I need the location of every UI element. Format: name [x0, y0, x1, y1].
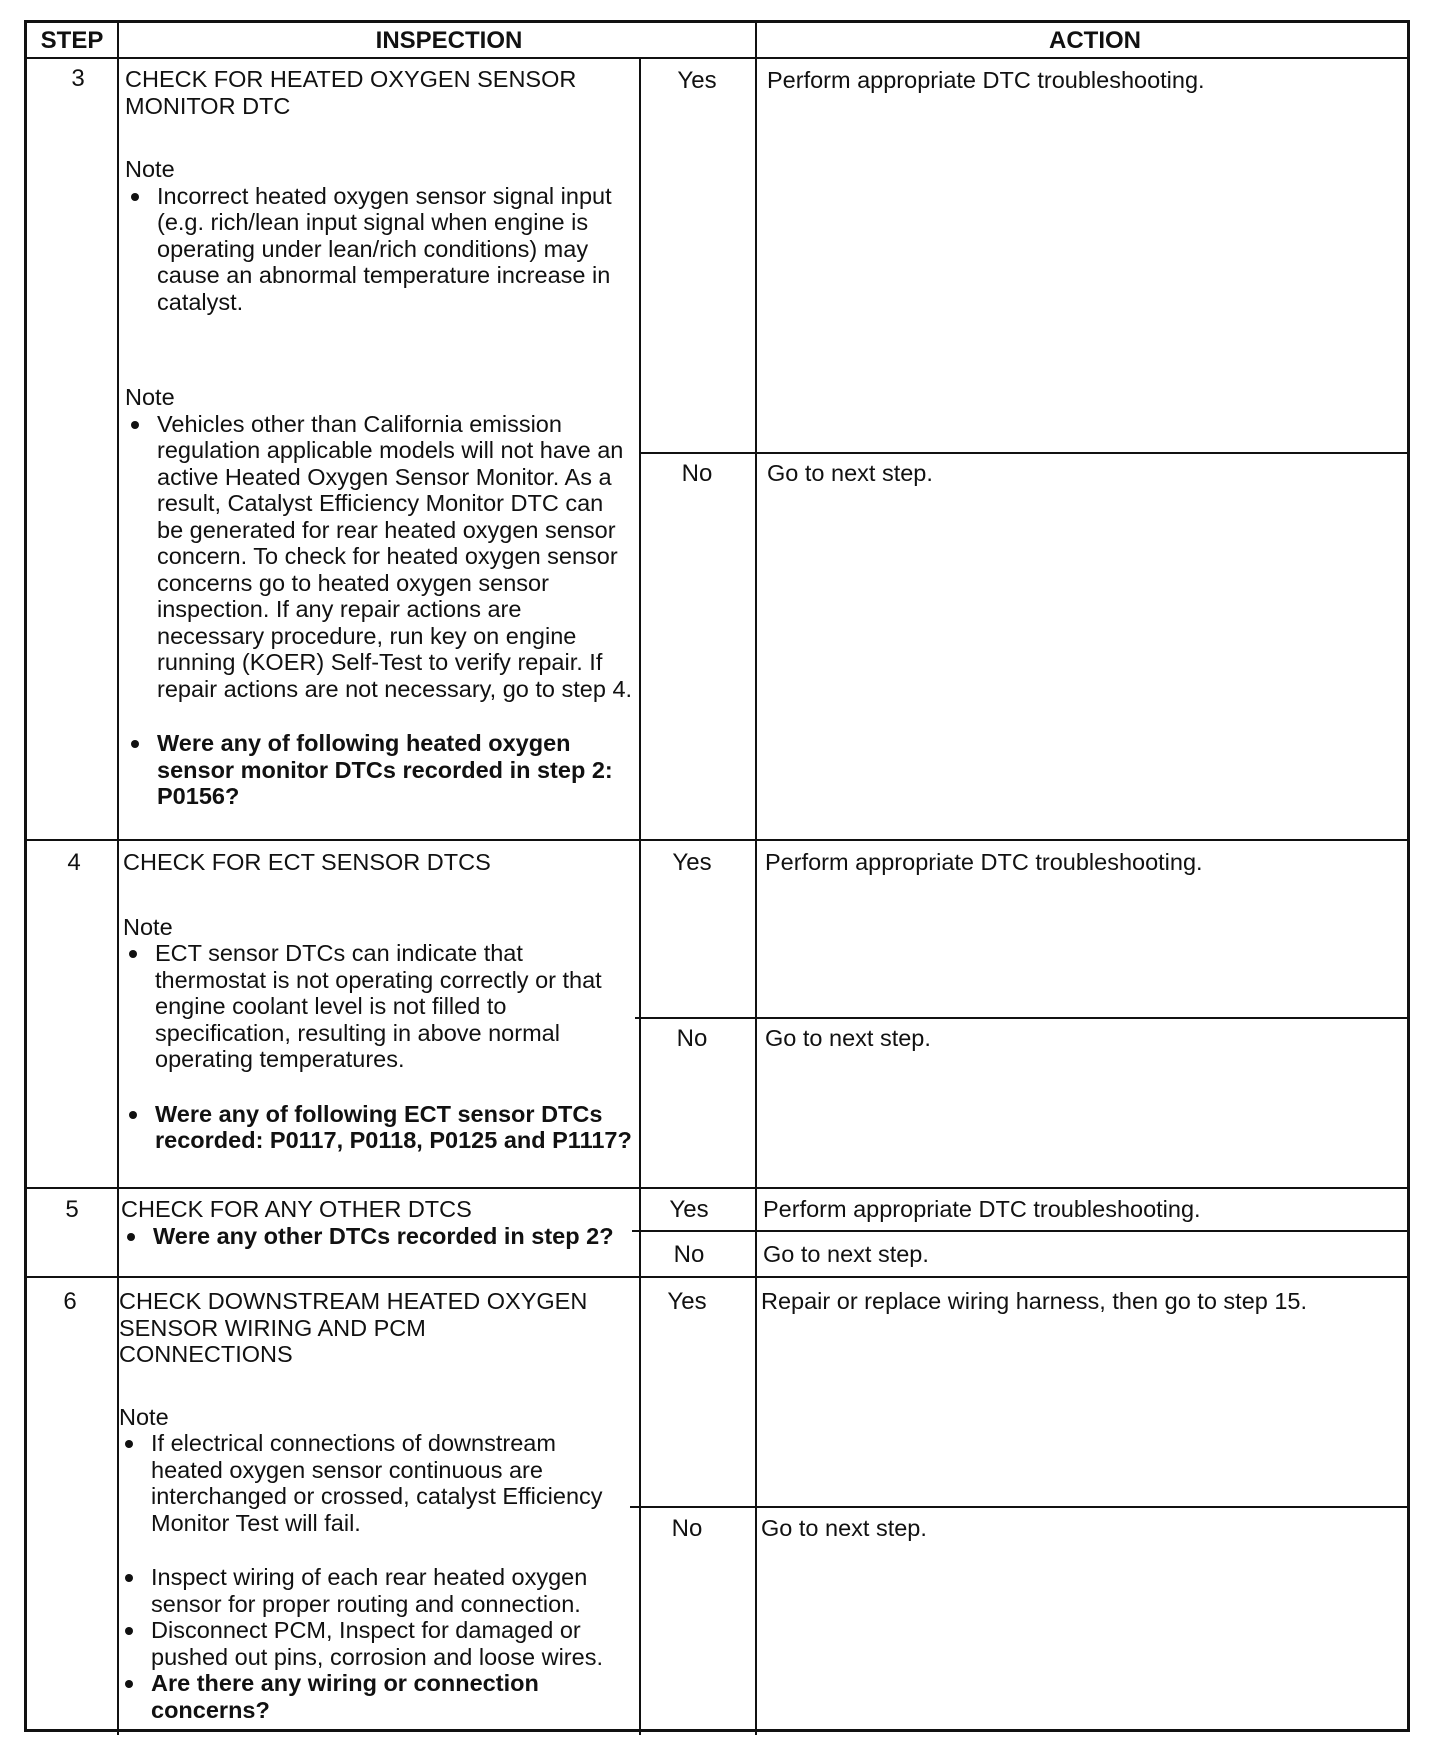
header-step: STEP: [40, 27, 104, 54]
step-3-yes-label: Yes: [677, 67, 717, 94]
step-6-question: Are there any wiring or connection concerns?: [119, 1670, 631, 1723]
action-column-divider: [755, 23, 757, 1735]
step-6-number: 6: [63, 1288, 77, 1315]
step-4-no-action: Go to next step.: [765, 1025, 931, 1051]
step-5-no-action: Go to next step.: [763, 1241, 929, 1267]
step-6-title: CHECK DOWNSTREAM HEATED OXYGEN SENSOR WIRING AND PCM CONNECTIONS: [119, 1288, 588, 1367]
step-4-number: 4: [67, 849, 81, 876]
step-6-inspection: [119, 1288, 631, 1723]
step-6-bullet-2: Disconnect PCM, Inspect for damaged or pushed out pins, corrosion and loose wires.: [119, 1617, 631, 1670]
step-3-title: CHECK FOR HEATED OXYGEN SENSOR MONITOR DTC: [125, 66, 577, 119]
step-4-no-label: No: [676, 1025, 708, 1052]
row-divider-5-6: [27, 1276, 1410, 1278]
step-4-note-label: Note: [123, 913, 173, 940]
step-6-yes-action: Repair or replace wiring harness, then go to step 15.: [761, 1288, 1308, 1314]
step-3-note1-list: [125, 183, 635, 316]
step-5-title: CHECK FOR ANY OTHER DTCS: [121, 1196, 472, 1222]
step-5-list: [121, 1223, 631, 1250]
step-5-yes-action: Perform appropriate DTC troubleshooting.: [763, 1196, 1201, 1222]
step-5-number: 5: [65, 1196, 79, 1223]
step-6-no-action: Go to next step.: [761, 1515, 927, 1541]
step-4-title: CHECK FOR ECT SENSOR DTCS: [123, 849, 491, 875]
yes-no-divider-4: [635, 1017, 1410, 1019]
step-3-note1-label: Note: [125, 156, 175, 182]
step-6-bullet-1: Inspect wiring of each rear heated oxygen sensor for proper routing and connection.: [119, 1564, 631, 1617]
step-3-note1-text: Incorrect heated oxygen sensor signal input (e.g. rich/lean input signal when engine is operating under lean/rich conditions) may cause an abnormal temperature increase in catalyst.: [125, 183, 635, 316]
step-6-note-label: Note: [119, 1403, 169, 1430]
header-inspection: INSPECTION: [375, 27, 523, 54]
step-5-inspection: [121, 1196, 631, 1249]
step-6-no-label: No: [671, 1515, 703, 1542]
step-3-no-action: Go to next step.: [767, 460, 933, 486]
step-3-question: Were any of following heated oxygen sensor monitor DTCs recorded in step 2: P0156?: [125, 730, 635, 810]
step-4-note-text: ECT sensor DTCs can indicate that thermostat is not operating correctly or that engine coolant level is not filled to specification, resulting in above normal operating temperatures.: [123, 940, 633, 1073]
step-4-yes-action: Perform appropriate DTC troubleshooting.: [765, 849, 1203, 875]
step-3-no-label: No: [681, 460, 713, 487]
step-3-number: 3: [71, 65, 85, 92]
step-6-note-list: [119, 1430, 631, 1536]
step-5-no-label: No: [673, 1241, 705, 1268]
step-6-yes-label: Yes: [667, 1288, 707, 1315]
yesno-column-divider: [639, 57, 641, 1735]
step-4-yes-label: Yes: [672, 849, 712, 876]
step-6-action-list: [119, 1564, 631, 1723]
step-3-yes-action: Perform appropriate DTC troubleshooting.: [767, 67, 1205, 93]
step-5-yes-label: Yes: [669, 1196, 709, 1223]
inspection-table: [24, 20, 1410, 1732]
row-divider-3-4: [27, 839, 1410, 841]
step-4-question: Were any of following ECT sensor DTCs recorded: P0117, P0118, P0125 and P1117?: [123, 1101, 633, 1154]
step-5-question: Were any other DTCs recorded in step 2?: [121, 1223, 631, 1250]
step-3-note2-text: Vehicles other than California emission regulation applicable models will not have an active Heated Oxygen Sensor Monitor. As a result, Catalyst Efficiency Monitor DTC can be generated for rear heated oxygen sensor concern. To check for heated oxygen sensor concerns go to heated oxygen sensor inspection. If any repair actions are necessary procedure, run key on engine running (KOER) Self-Test to verify repair. If repair actions are not necessary, go to step 4.: [125, 411, 635, 703]
step-3-note2-list: [125, 411, 635, 810]
header-action: ACTION: [1049, 27, 1141, 54]
step-3-note2-label: Note: [125, 384, 175, 410]
step-4-inspection: [123, 849, 633, 1154]
step-3-inspection: [125, 66, 635, 810]
yes-no-divider-5: [632, 1230, 1410, 1232]
yes-no-divider-6: [630, 1506, 1410, 1508]
step-6-note-text: If electrical connections of downstream heated oxygen sensor continuous are interchanged or crossed, catalyst Efficiency Monitor Test will fail.: [119, 1430, 631, 1536]
step-4-note-list: [123, 940, 633, 1154]
row-divider-4-5: [27, 1187, 1410, 1189]
header-divider: [27, 57, 1410, 59]
